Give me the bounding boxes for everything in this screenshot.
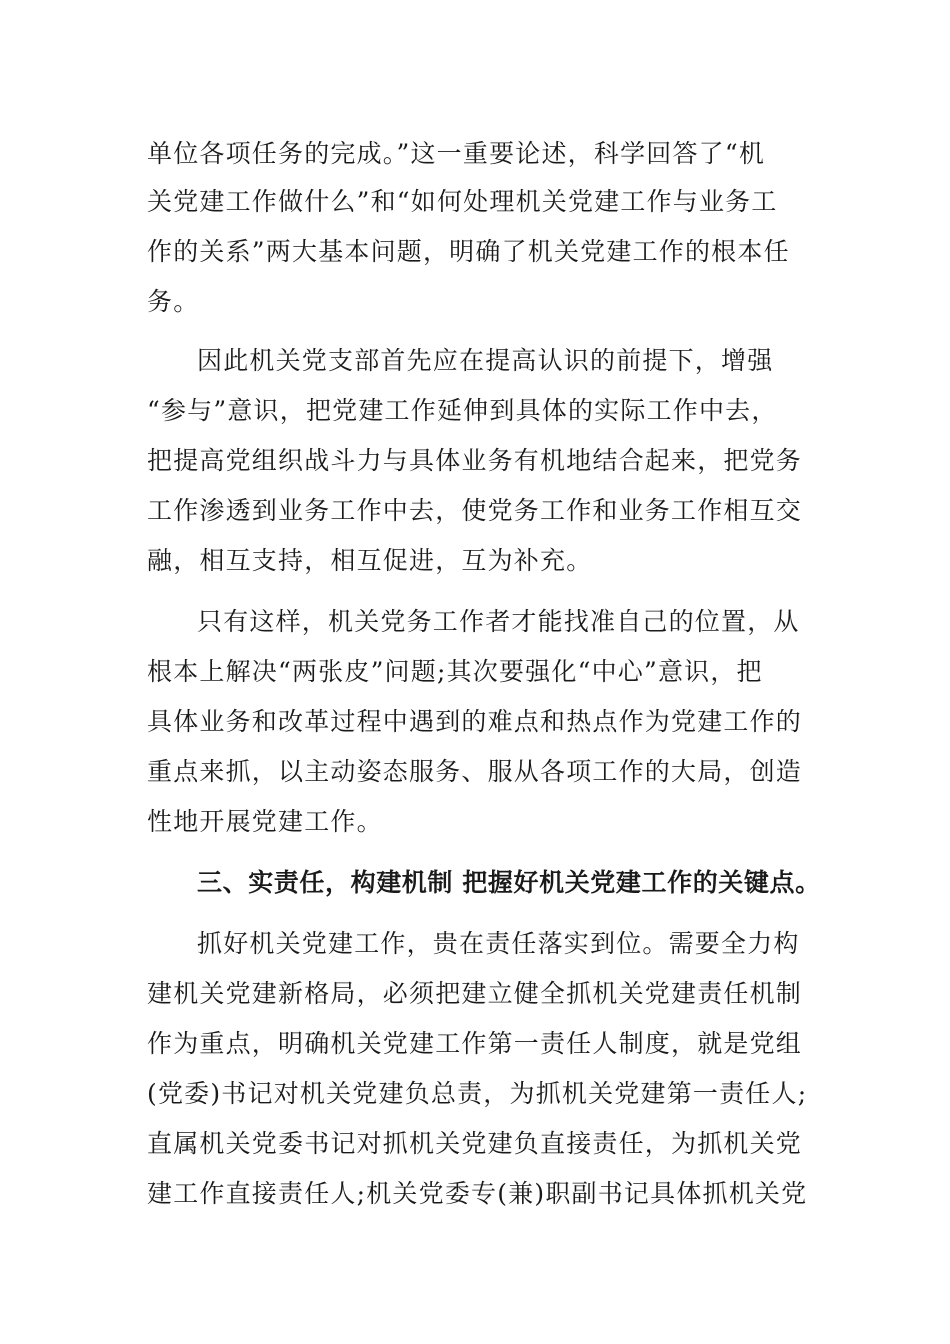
text-line: “参与”意识，把党建工作延伸到具体的实际工作中去， bbox=[147, 396, 778, 425]
text-line: 工作渗透到业务工作中去，使党务工作和业务工作相互交 bbox=[147, 496, 803, 525]
text-line: 只有这样，机关党务工作者才能找准自己的位置，从 bbox=[197, 607, 800, 636]
text-line: 具体业务和改革过程中遇到的难点和热点作为党建工作的 bbox=[147, 707, 803, 736]
text-line: 性地开展党建工作。 bbox=[147, 807, 383, 836]
text-line: 抓好机关党建工作，贵在责任落实到位。需要全力构 bbox=[197, 929, 800, 958]
text-line: 作为重点，明确机关党建工作第一责任人制度，就是党组 bbox=[147, 1029, 803, 1058]
text-line: 建机关党建新格局，必须把建立健全抓机关党建责任机制 bbox=[147, 979, 803, 1008]
text-line: 把提高党组织战斗力与具体业务有机地结合起来，把党务 bbox=[147, 446, 803, 475]
text-line: 因此机关党支部首先应在提高认识的前提下，增强 bbox=[197, 346, 774, 375]
text-line: (党委)书记对机关党建负总责，为抓机关党建第一责任人; bbox=[147, 1079, 808, 1108]
text-line: 单位各项任务的完成。”这一重要论述，科学回答了“机 bbox=[147, 139, 766, 168]
text-line: 作的关系”两大基本问题，明确了机关党建工作的根本任 bbox=[147, 237, 790, 266]
section-heading: 三、实责任，构建机制 把握好机关党建工作的关键点。 bbox=[197, 868, 821, 897]
text-line: 关党建工作做什么”和“如何处理机关党建工作与业务工 bbox=[147, 187, 778, 216]
text-line: 根本上解决“两张皮”问题;其次要强化“中心”意识，把 bbox=[147, 657, 763, 686]
text-line: 直属机关党委书记对抓机关党建负直接责任，为抓机关党 bbox=[147, 1129, 803, 1158]
text-line: 重点来抓，以主动姿态服务、服从各项工作的大局，创造 bbox=[147, 757, 803, 786]
text-line: 融，相互支持，相互促进，互为补充。 bbox=[147, 546, 593, 575]
text-line: 建工作直接责任人;机关党委专(兼)职副书记具体抓机关党 bbox=[147, 1179, 808, 1208]
text-line: 务。 bbox=[147, 287, 200, 316]
